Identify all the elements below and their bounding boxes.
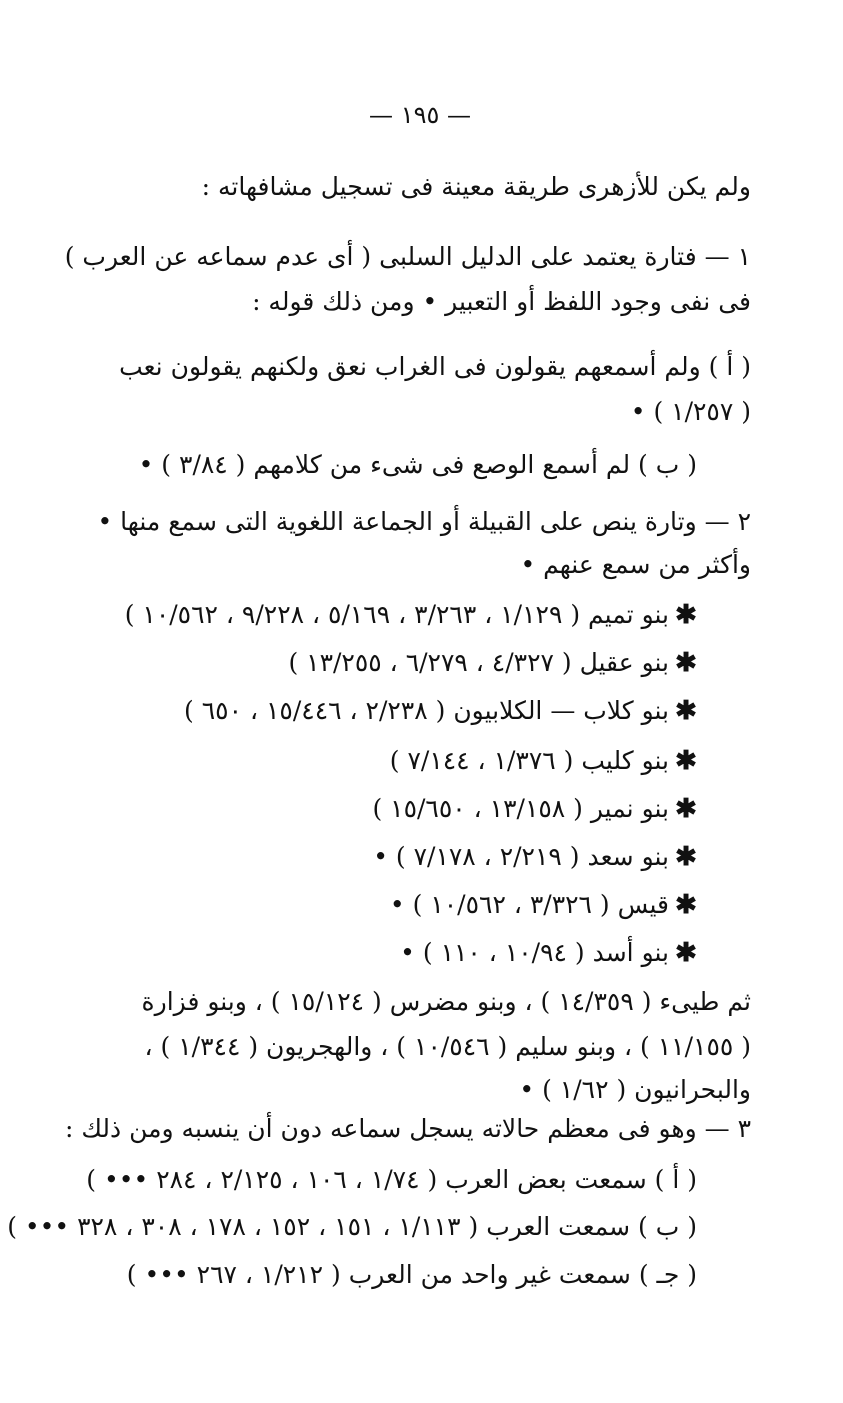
tribe-text: بنو أسد ( ١٠/٩٤ ، ١١٠ ) • bbox=[400, 938, 669, 967]
tribe-item bbox=[390, 744, 697, 778]
tribe-item bbox=[288, 646, 697, 680]
intro-line: ولم يكن للأزهرى طريقة معينة فى تسجيل مشافهاته : bbox=[201, 172, 751, 201]
others-line3: والبحرانيون ( ١/٦٢ ) • bbox=[519, 1075, 751, 1104]
heard-item: ( أ ) سمعت بعض العرب ( ١/٧٤ ، ١٠٦ ، ٢/١٢٥ ، ٢٨٤ ••• ) bbox=[86, 1165, 697, 1194]
others-line1: ثم طيىء ( ١٤/٣٥٩ ) ، وبنو مضرس ( ١٥/١٢٤ ) ، وبنو فزارة bbox=[141, 987, 751, 1016]
tribe-text: بنو كليب ( ١/٣٧٦ ، ٧/١٤٤ ) bbox=[389, 746, 669, 775]
example-a-line2: ( ١/٢٥٧ ) • bbox=[630, 397, 751, 426]
section2-line1: ٢ — وتارة ينص على القبيلة أو الجماعة اللغوية التى سمع منها • bbox=[97, 507, 751, 536]
others-line2: ( ١١/١٥٥ ) ، وبنو سليم ( ١٠/٥٤٦ ) ، والهجريون ( ١/٣٤٤ ) ، bbox=[144, 1032, 751, 1061]
tribe-item bbox=[373, 840, 697, 874]
section2-line2: وأكثر من سمع عنهم • bbox=[520, 550, 751, 579]
tribe-text: بنو سعد ( ٢/٢١٩ ، ٧/١٧٨ ) • bbox=[373, 842, 669, 871]
asterisk-bullet-icon: ✱ bbox=[675, 600, 697, 630]
section3-line1: ٣ — وهو فى معظم حالاته يسجل سماعه دون أن ينسبه ومن ذلك : bbox=[64, 1114, 751, 1143]
tribe-text: بنو نمير ( ١٣/١٥٨ ، ١٥/٦٥٠ ) bbox=[372, 794, 669, 823]
tribe-item bbox=[372, 792, 697, 826]
section1-line1: ١ — فتارة يعتمد على الدليل السلبى ( أى عدم سماعه عن العرب ) bbox=[64, 242, 751, 271]
asterisk-bullet-icon: ✱ bbox=[675, 938, 697, 968]
tribe-item bbox=[400, 936, 697, 970]
tribe-item bbox=[390, 888, 697, 922]
asterisk-bullet-icon: ✱ bbox=[675, 794, 697, 824]
asterisk-bullet-icon: ✱ bbox=[675, 746, 697, 776]
asterisk-bullet-icon: ✱ bbox=[675, 648, 697, 678]
page-number: — ١٩٥ — bbox=[369, 101, 471, 129]
asterisk-bullet-icon: ✱ bbox=[675, 842, 697, 872]
heard-item: ( ب ) سمعت العرب ( ١/١١٣ ، ١٥١ ، ١٥٢ ، ١٧٨ ، ٣٠٨ ، ٣٢٨ ••• ) bbox=[7, 1212, 697, 1241]
tribe-item bbox=[125, 598, 697, 632]
tribe-text: بنو كلاب — الكلابيون ( ٢/٢٣٨ ، ١٥/٤٤٦ ، ٦٥٠ ) bbox=[184, 696, 669, 725]
asterisk-bullet-icon: ✱ bbox=[675, 696, 697, 726]
tribe-text: بنو عقيل ( ٤/٣٢٧ ، ٦/٢٧٩ ، ١٣/٢٥٥ ) bbox=[288, 648, 669, 677]
tribe-text: قيس ( ٣/٣٢٦ ، ١٠/٥٦٢ ) • bbox=[389, 890, 669, 919]
example-b-line: ( ب ) لم أسمع الوصع فى شىء من كلامهم ( ٣/٨٤ ) • bbox=[138, 450, 697, 479]
heard-item: ( جـ ) سمعت غير واحد من العرب ( ١/٢١٢ ، ٢٦٧ ••• ) bbox=[126, 1260, 697, 1289]
asterisk-bullet-icon: ✱ bbox=[675, 890, 697, 920]
example-a-line1: ( أ ) ولم أسمعهم يقولون فى الغراب نعق ولكنهم يقولون نعب bbox=[119, 352, 751, 381]
section1-line2: فى نفى وجود اللفظ أو التعبير • ومن ذلك قوله : bbox=[252, 287, 751, 316]
tribe-item bbox=[184, 694, 697, 728]
tribe-text: بنو تميم ( ١/١٢٩ ، ٣/٢٦٣ ، ٥/١٦٩ ، ٩/٢٢٨ ، ١٠/٥٦٢ ) bbox=[124, 600, 669, 629]
